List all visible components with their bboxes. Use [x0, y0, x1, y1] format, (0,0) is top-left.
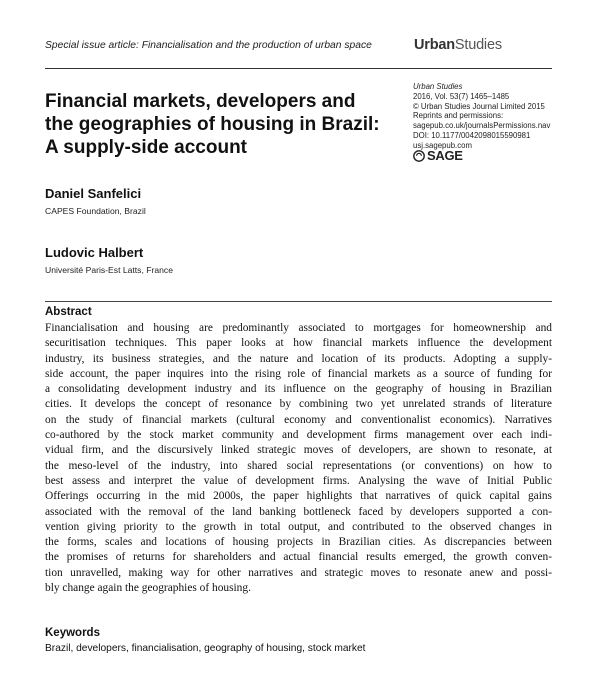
meta-doi[interactable]: DOI: 10.1177/0042098015590981: [413, 130, 531, 140]
sage-logo: [413, 148, 463, 163]
title-line: Financial markets, developers and: [45, 91, 356, 112]
abstract-line: cities. It develops the concept of resonance by combining two yet unrelated strands of literature: [45, 398, 552, 411]
abstract-line: securitisation techniques. This paper looks at how financial markets influence the development: [45, 337, 552, 350]
abstract-body: [45, 321, 552, 596]
author-affiliation-2: Université Paris-Est Latts, France: [45, 265, 173, 275]
abstract-divider: [45, 301, 552, 302]
meta-volume: 2016, Vol. 53(7) 1465–1485: [413, 91, 510, 101]
abstract-line: tion unravelled, making way for other narratives and strategic moves to resonate anew and possi-: [45, 566, 552, 579]
abstract-line: industry, its business strategies, and the nature and location of its products. Adopting a supply-: [45, 352, 552, 365]
abstract-line: the promises of returns for shareholders and actual financial results emerged, the growth conven-: [45, 551, 552, 564]
author-affiliation-1: CAPES Foundation, Brazil: [45, 206, 146, 216]
sage-circle-icon: [413, 150, 425, 162]
author-name-2: Ludovic Halbert: [45, 245, 144, 260]
title-line: the geographies of housing in Brazil:: [45, 114, 380, 135]
article-title: [45, 90, 405, 159]
special-issue-label: Special issue article: Financialisation and the production of urban space: [45, 40, 372, 51]
abstract-line: a consolidating development industry and its influence on the geography of housing in Brazilian: [45, 383, 552, 396]
meta-copyright: © Urban Studies Journal Limited 2015: [413, 101, 545, 111]
abstract-line: side account, the paper inquires into the rising role of financial markets as a source of funding for: [45, 367, 552, 380]
journal-meta: [413, 82, 573, 151]
abstract-line: Financialisation and housing are predominantly associated to mortgages for homeownership and: [45, 322, 552, 334]
keywords-heading: Keywords: [45, 627, 100, 639]
abstract-line: vidual firm, and the discursively linked strategic moves of developers, are shown to resonate, at: [45, 444, 552, 457]
journal-brand-logo: [414, 37, 502, 53]
abstract-line: the forms, scales and locations of housing projects in Brazilian cities. As discrepancies between: [45, 536, 552, 549]
brand-part-urban: Urban: [414, 37, 455, 53]
author-name-1: Daniel Sanfelici: [45, 186, 142, 201]
brand-part-studies: Studies: [454, 37, 502, 53]
abstract-line: co-authored by the stock market community and development firms management over each indi-: [45, 429, 552, 442]
abstract-line: associated with the removal of the land banking bottleneck faced by developers supported a con-: [45, 505, 552, 518]
abstract-line: Offerings occurring in the mid 2000s, the paper highlights that narratives of quick capital gains: [45, 490, 552, 503]
keywords-list: Brazil, developers, financialisation, geography of housing, stock market: [45, 643, 366, 654]
abstract-line: the meso-level of the industry, into shared social representations (or conventions) on how to: [45, 459, 552, 472]
meta-reprints: Reprints and permissions:: [413, 111, 504, 121]
abstract-line: on the study of financial markets (cultural economy and conventionalist economics). Narratives: [45, 413, 552, 426]
abstract-line: bly change again the geographies of housing.: [45, 582, 251, 595]
sage-wordmark: SAGE: [427, 148, 463, 163]
abstract-line: vention giving priority to the growth in total output, and contributed to the observed changes in: [45, 520, 552, 533]
meta-site[interactable]: usj.sagepub.com: [413, 140, 472, 150]
abstract-heading: Abstract: [45, 306, 92, 318]
abstract-line: best assess and interpret the value of development firms. Analysing the wave of Initial Public: [45, 474, 552, 487]
meta-journal: Urban Studies: [413, 82, 463, 91]
meta-reprints-url[interactable]: sagepub.co.uk/journalsPermissions.nav: [413, 121, 551, 131]
header-divider: [45, 68, 552, 69]
title-line: A supply-side account: [45, 137, 247, 158]
